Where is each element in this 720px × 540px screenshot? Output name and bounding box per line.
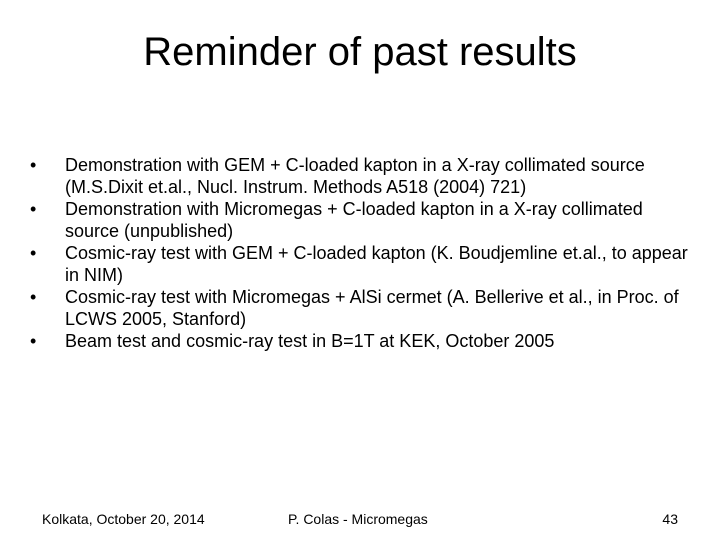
bullet-icon: • — [30, 199, 37, 219]
bullet-item — [30, 286, 700, 330]
bullet-item — [30, 330, 700, 352]
bullet-list — [30, 154, 700, 352]
footer-date-location: Kolkata, October 20, 2014 — [42, 511, 205, 527]
bullet-icon: • — [30, 331, 37, 351]
footer-author: P. Colas - Micromegas — [288, 511, 428, 527]
bullet-icon: • — [30, 155, 37, 175]
bullet-text: Demonstration with GEM + C-loaded kapton in a X-ray collimated source (M.S.Dixit et.al., Nucl. Instrum. Methods A518 (2004) 721) — [65, 155, 645, 197]
bullet-text: Demonstration with Micromegas + C-loaded kapton in a X-ray collimated source (unpublished) — [65, 199, 643, 241]
bullet-icon: • — [30, 243, 37, 263]
bullet-item — [30, 242, 700, 286]
page-number: 43 — [662, 511, 678, 527]
bullet-text: Cosmic-ray test with GEM + C-loaded kapton (K. Boudjemline et.al., to appear in NIM) — [65, 243, 688, 285]
bullet-icon: • — [30, 287, 37, 307]
bullet-item — [30, 154, 700, 198]
bullet-text: Beam test and cosmic-ray test in B=1T at KEK, October 2005 — [65, 331, 555, 351]
bullet-text: Cosmic-ray test with Micromegas + AlSi cermet (A. Bellerive et al., in Proc. of LCWS 2005, Stanford) — [65, 287, 679, 329]
bullet-item — [30, 198, 700, 242]
slide-title: Reminder of past results — [143, 30, 577, 74]
